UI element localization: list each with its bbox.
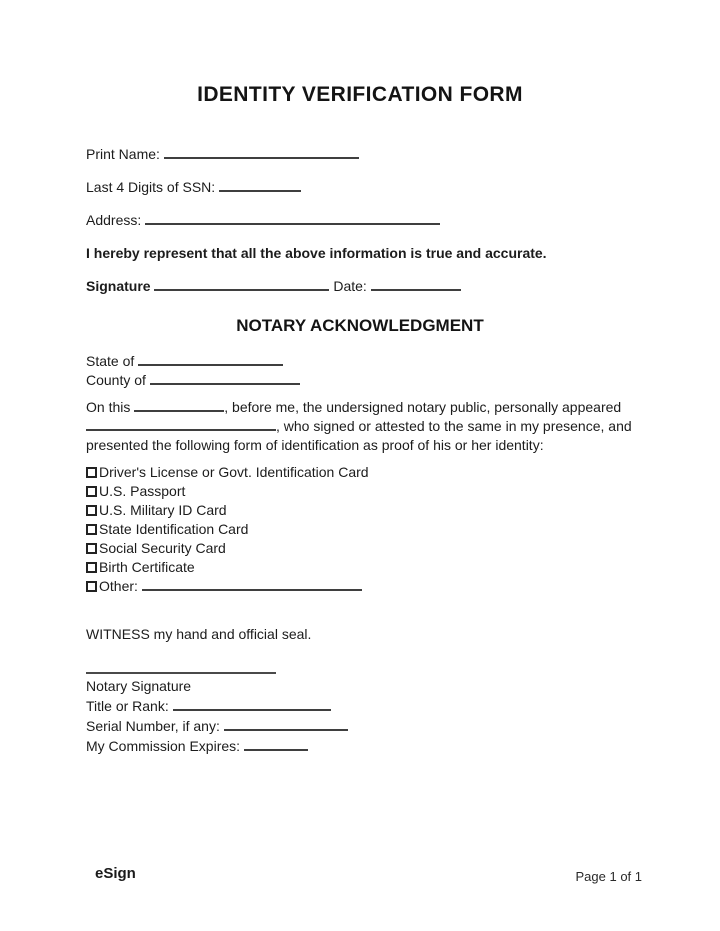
option-label: U.S. Military ID Card	[99, 502, 227, 518]
print-name-blank[interactable]	[164, 146, 359, 159]
state-blank[interactable]	[138, 353, 283, 366]
print-name-label: Print Name:	[86, 146, 160, 162]
title-rank-label: Title or Rank:	[86, 698, 169, 714]
social-security-checkbox[interactable]	[86, 543, 97, 554]
signature-blank[interactable]	[154, 278, 329, 291]
county-row	[86, 371, 634, 390]
signature-row	[86, 276, 634, 296]
serial-number-row	[86, 716, 634, 736]
option-birth-certificate	[86, 558, 634, 577]
signature-label: Signature	[86, 278, 151, 294]
other-blank[interactable]	[142, 578, 362, 591]
birth-certificate-checkbox[interactable]	[86, 562, 97, 573]
ssn-blank[interactable]	[219, 179, 301, 192]
esign-logo: eSign	[95, 865, 136, 882]
commission-expires-label: My Commission Expires:	[86, 738, 241, 754]
notary-signature-caption: Notary Signature	[86, 678, 192, 694]
address-label: Address:	[86, 212, 142, 228]
option-label: Birth Certificate	[99, 559, 195, 575]
option-state-id	[86, 520, 634, 539]
state-label: State of	[86, 353, 135, 369]
appearer-name-blank[interactable]	[86, 418, 276, 431]
option-military-id	[86, 501, 634, 520]
us-passport-checkbox[interactable]	[86, 486, 97, 497]
notary-signature-blank[interactable]	[86, 672, 276, 674]
ssn-label: Last 4 Digits of SSN:	[86, 179, 216, 195]
option-other	[86, 577, 634, 596]
option-label: State Identification Card	[99, 521, 249, 537]
option-label: U.S. Passport	[99, 483, 186, 499]
county-blank[interactable]	[150, 372, 300, 385]
page-number: Page 1 of 1	[575, 869, 642, 884]
page-title: IDENTITY VERIFICATION FORM	[197, 83, 523, 106]
serial-number-blank[interactable]	[224, 718, 348, 731]
acknowledgment-date-blank[interactable]	[134, 399, 224, 412]
military-id-checkbox[interactable]	[86, 505, 97, 516]
notary-statement-seg1: On this	[86, 399, 131, 415]
notary-statement	[86, 398, 634, 455]
drivers-license-checkbox[interactable]	[86, 467, 97, 478]
county-label: County of	[86, 372, 146, 388]
serial-number-label: Serial Number, if any:	[86, 718, 220, 734]
other-checkbox[interactable]	[86, 581, 97, 592]
notary-heading: NOTARY ACKNOWLEDGMENT	[236, 316, 484, 335]
notary-statement-seg4: presented the following form of identification as proof of his or her identity:	[86, 437, 544, 453]
witness-statement: WITNESS my hand and official seal.	[86, 626, 312, 642]
truth-statement: I hereby represent that all the above information is true and accurate.	[86, 245, 547, 261]
title-rank-blank[interactable]	[173, 698, 331, 711]
state-id-checkbox[interactable]	[86, 524, 97, 535]
date-label: Date:	[333, 278, 367, 294]
address-row	[86, 210, 634, 230]
option-drivers-license	[86, 463, 634, 482]
notary-signature-block	[86, 672, 634, 756]
option-us-passport	[86, 482, 634, 501]
option-label: Driver's License or Govt. Identification Card	[99, 464, 369, 480]
title-rank-row	[86, 696, 634, 716]
notary-statement-seg2: , before me, the undersigned notary public, personally appeared	[224, 399, 622, 415]
ssn-row	[86, 177, 634, 197]
notary-statement-seg3: , who signed or attested to the same in my presence, and	[276, 418, 632, 434]
option-label: Social Security Card	[99, 540, 226, 556]
option-label: Other:	[99, 578, 138, 594]
address-blank[interactable]	[145, 212, 440, 225]
state-row	[86, 352, 634, 371]
identification-options-list	[86, 463, 634, 596]
option-social-security	[86, 539, 634, 558]
date-blank[interactable]	[371, 278, 461, 291]
commission-expires-blank[interactable]	[244, 738, 308, 751]
print-name-row	[86, 144, 634, 164]
commission-expires-row	[86, 736, 634, 756]
